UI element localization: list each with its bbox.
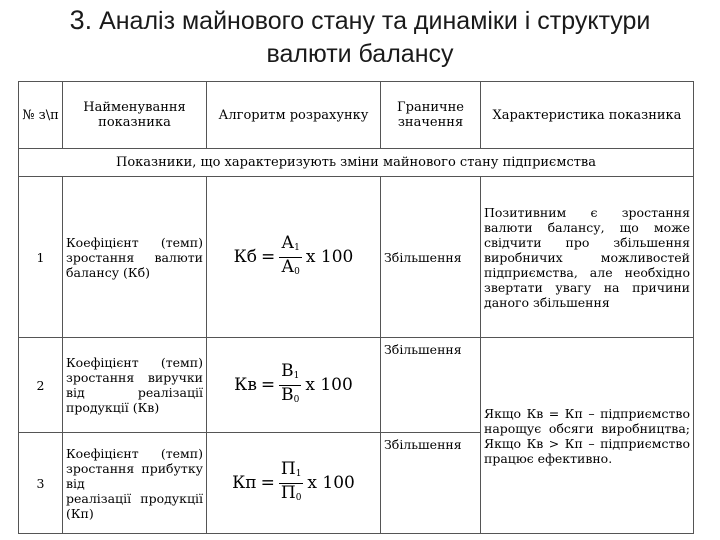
row-num: 1 [19, 177, 63, 338]
formula-kb: Кб = $\frac{А_1}{А_0}$ x 100 [210, 234, 377, 281]
table-row [19, 177, 694, 338]
indicators-table [18, 81, 694, 534]
formula-kv: Кв = $\frac{В_1}{В_0}$ x 100 [210, 362, 377, 409]
section-title: Показники, що характеризують зміни майнового стану підприємства [19, 149, 694, 177]
row-name: Коефіцієнт (темп) зростання валюти балансу (Кб) [63, 177, 207, 338]
row-num: 2 [19, 338, 63, 433]
row-boundary: Збільшення [381, 433, 481, 534]
row-formula [207, 338, 381, 433]
row-characteristic-shared: Якщо Кв = Кп – підприємство нарощує обсяги виробництва; Якщо Кв > Кп – підприємство працює ефективно. [481, 338, 694, 534]
row-formula [207, 433, 381, 534]
header-num: № з\п [19, 82, 63, 149]
header-name: Найменування показника [63, 82, 207, 149]
fraction: $\frac{П_1}{П_0}$ [280, 458, 302, 503]
row-name: Коефіцієнт (темп) зростання прибутку від реалізації продукції (Кп) [63, 433, 207, 534]
row-num: 3 [19, 433, 63, 534]
formula-kp: Кп = $\frac{П_1}{П_0}$ x 100 [210, 460, 377, 507]
header-characteristic: Характеристика показника [481, 82, 694, 149]
table-row [19, 338, 694, 433]
row-name: Коефіцієнт (темп) зростання виручки від реалізації продукції (Кв) [63, 338, 207, 433]
header-algorithm: Алгоритм розрахунку [207, 82, 381, 149]
section-row [19, 149, 694, 177]
header-boundary: Граничне значення [381, 82, 481, 149]
row-formula [207, 177, 381, 338]
fraction: $\frac{В_1}{В_0}$ [281, 360, 300, 405]
table-header-row [19, 82, 694, 149]
row-characteristic: Позитивним є зростання валюти балансу, що може свідчити про збільшення виробничих можливостей підприємства, але необхідно звертати увагу на причини даного збільшення [481, 177, 694, 338]
fraction: $\frac{А_1}{А_0}$ [281, 232, 300, 277]
row-boundary: Збільшення [381, 177, 481, 338]
page-title [0, 4, 720, 71]
title-line-1: 3. Аналіз майнового стану та динаміки і структури [69, 5, 651, 35]
title-line-2: валюти балансу [266, 40, 454, 68]
row-boundary: Збільшення [381, 338, 481, 433]
